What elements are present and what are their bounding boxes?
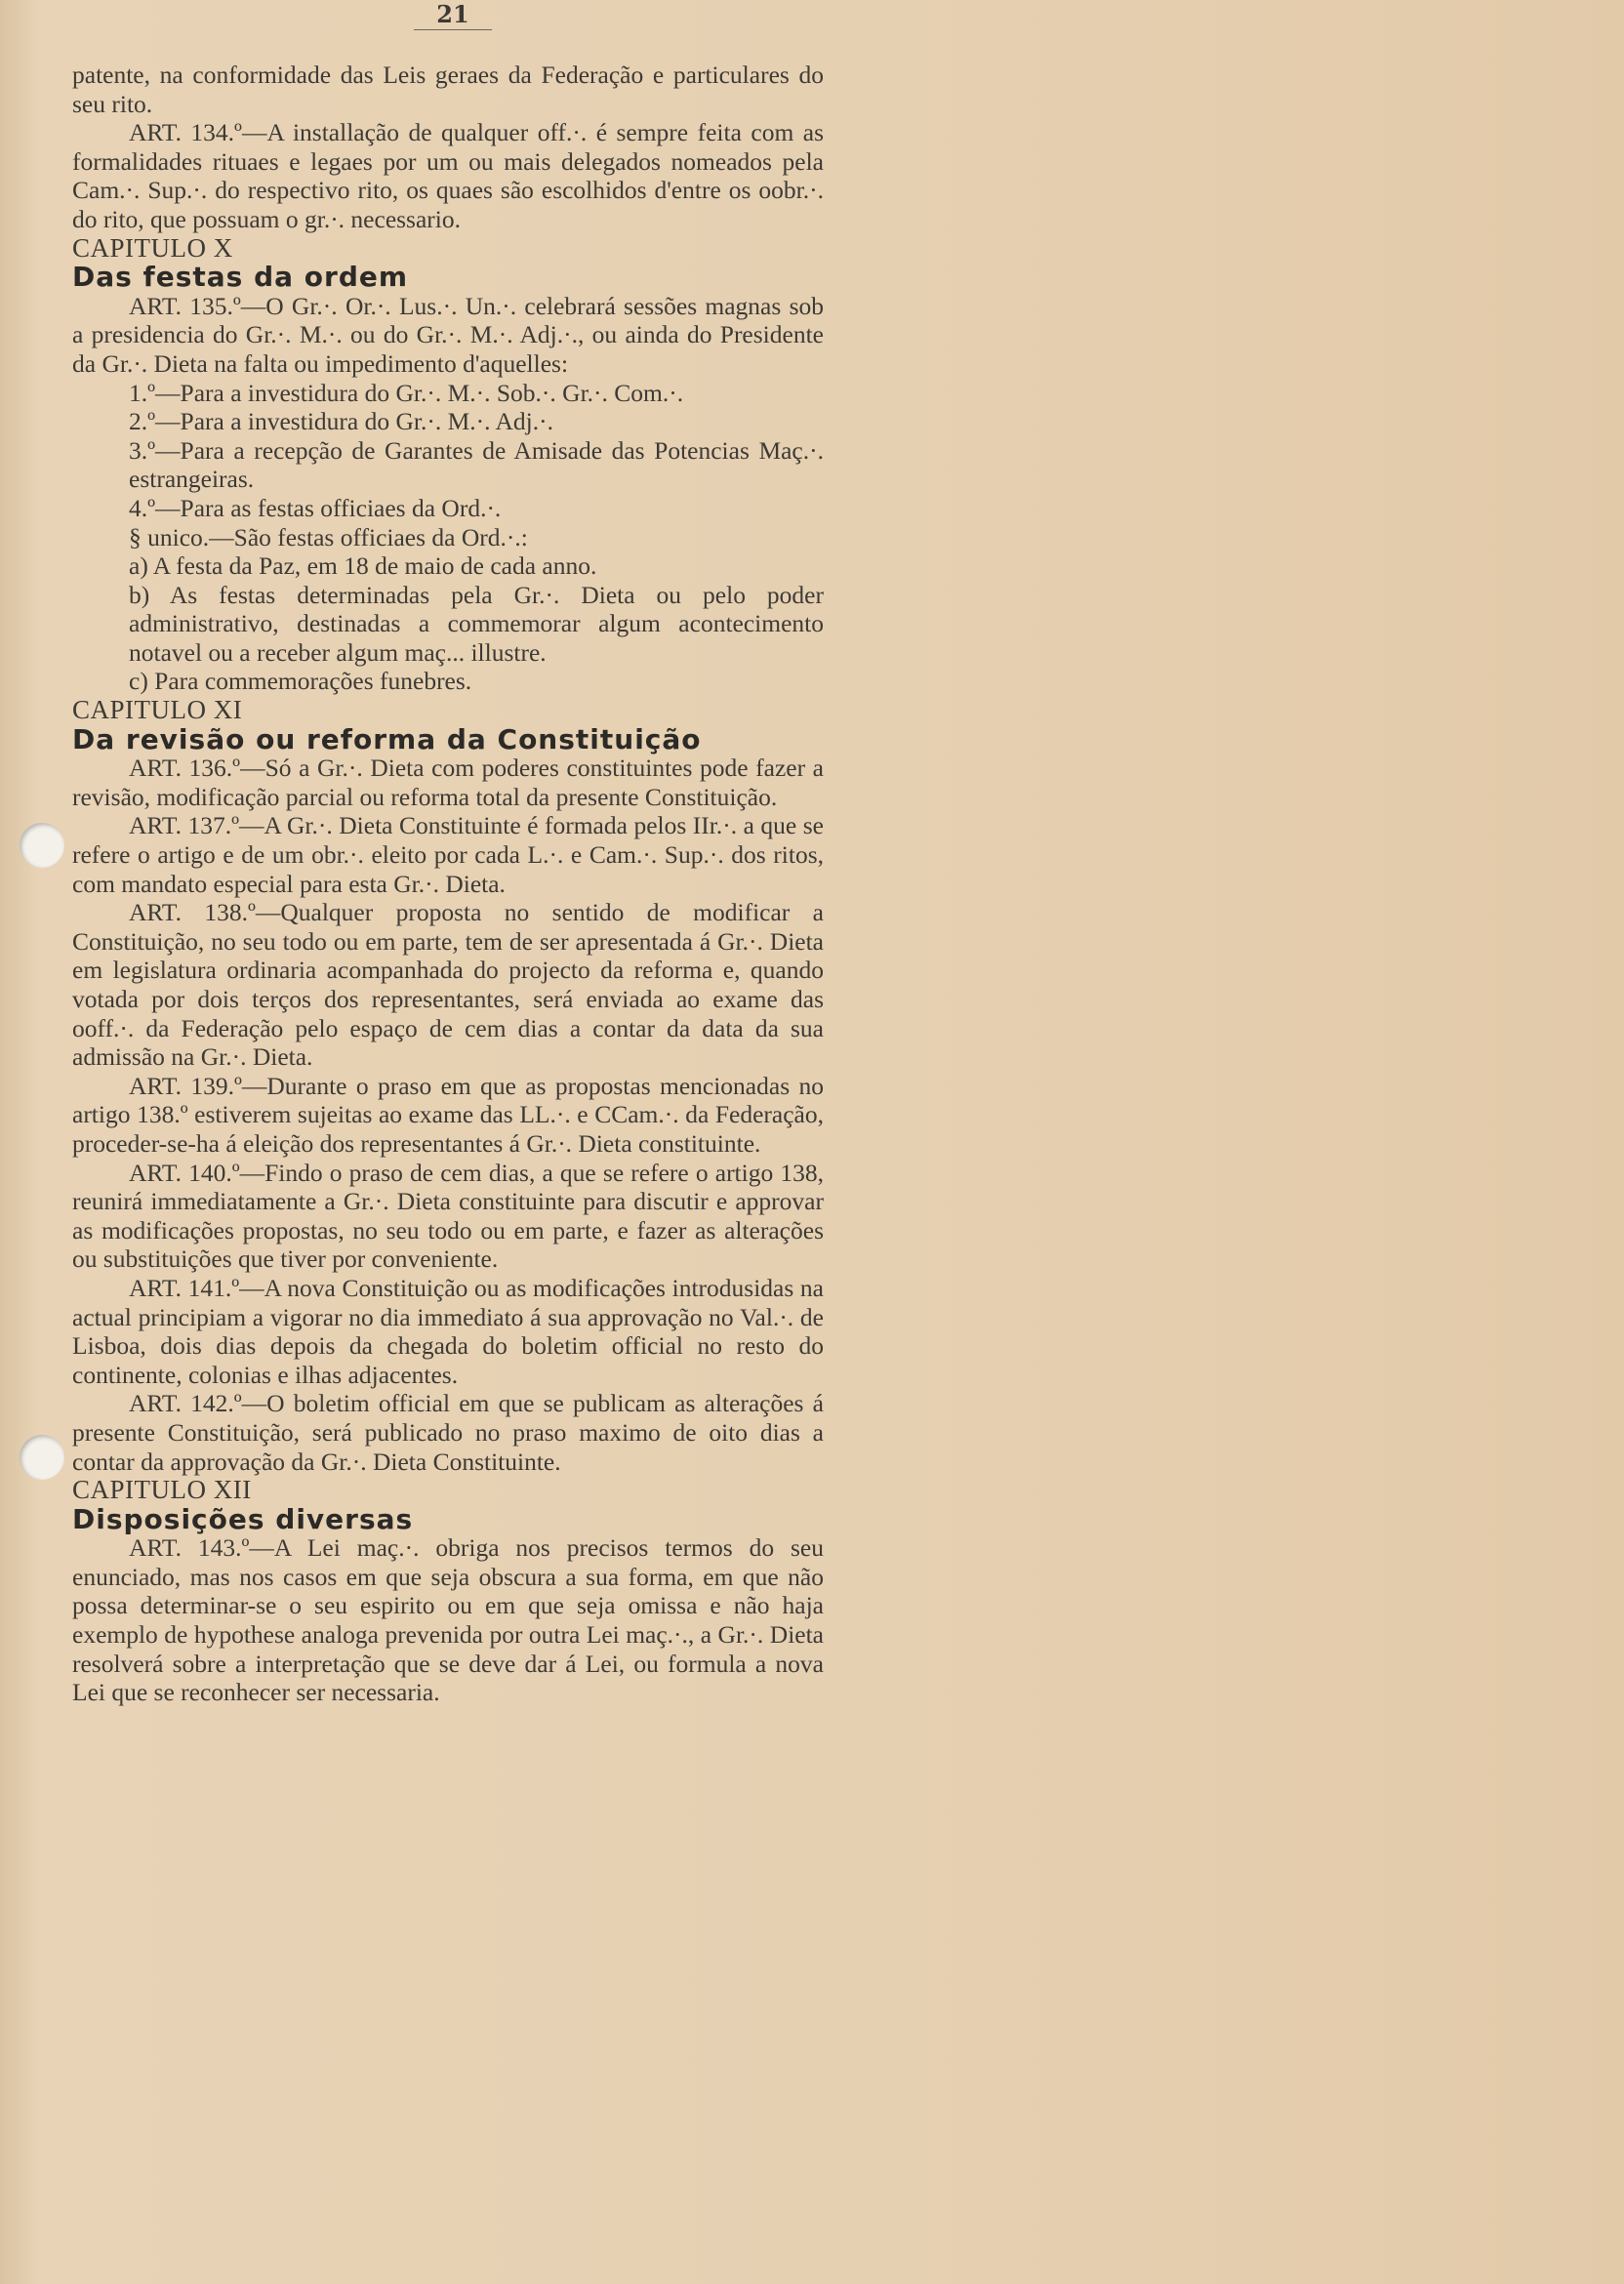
article-paragraph: ART. 136.º—Só a Gr.·. Dieta com poderes constituintes pode fazer a revisão, modificação parcial ou reforma total da presente Constituição. [72, 754, 824, 811]
article-paragraph: ART. 141.º—A nova Constituição ou as modificações introdusidas na actual principiam a vigorar no dia immediato á sua approvação no Val.·. de Lisboa, dois dias depois da chegada do boletim official no resto do continente, colonias e ilhas adjacentes. [72, 1273, 824, 1389]
article-paragraph: ART. 140.º—Findo o praso de cem dias, a que se refere o artigo 138, reunirá immediatamente a Gr.·. Dieta constituinte para discutir e approvar as modificações propostas, no seu todo ou em parte, e fazer as alterações ou substituições que tiver por conveniente. [72, 1158, 824, 1274]
list-item: a) A festa da Paz, em 18 de maio de cada anno. [129, 551, 597, 581]
chapter-xi-heading: CAPITULO XI [72, 695, 243, 725]
article-paragraph: ART. 139.º—Durante o praso em que as propostas mencionadas no artigo 138.º estiverem sujeitas ao exame das LL.·. e CCam.·. da Federação, proceder-se-ha á eleição dos representantes á Gr.·. Dieta constituinte. [72, 1071, 824, 1158]
article-143: ART. 143.º—A Lei maç.·. obriga nos precisos termos do seu enunciado, mas nos casos em que seja obscura a sua forma, em que não possa determinar-se o seu espirito ou em que seja omissa e não haja exemplo de hypothese analoga prevenida por outra Lei maç.·., a Gr.·. Dieta resolverá sobre a interpretação que se deve dar á Lei, ou formula a nova Lei que se reconhecer ser necessaria. [72, 1533, 824, 1707]
chapter-xii-heading: CAPITULO XII [72, 1475, 252, 1505]
article-paragraph: ART. 137.º—A Gr.·. Dieta Constituinte é formada pelos IIr.·. a que se refere o artigo e de um obr.·. eleito por cada L.·. e Cam.·. Sup.·. dos ritos, com mandato especial para esta Gr.·. Dieta. [72, 811, 824, 898]
list-item: 3.º—Para a recepção de Garantes de Amisade das Potencias Maç.·. estrangeiras. [129, 435, 824, 494]
list-item: 1.º—Para a investidura do Gr.·. M.·. Sob.·. Gr.·. Com.·. [129, 378, 684, 407]
article-paragraph: ART. 138.º—Qualquer proposta no sentido de modificar a Constituição, no seu todo ou em parte, tem de ser apresentada á Gr.·. Dieta em legislatura ordinaria acompanhada do projecto da reforma e, quando votada por dois terços dos representantes, será enviada ao exame das ooff.·. da Federação pelo espaço de cem dias a contar da data da sua admissão na Gr.·. Dieta. [72, 898, 824, 1072]
chapter-xii-title: Disposições diversas [72, 1502, 414, 1535]
list-item: b) As festas determinadas pela Gr.·. Dieta ou pelo poder administrativo, destinadas a commemorar algum acontecimento notavel ou a receber algum maç... illustre. [129, 580, 824, 667]
list-item: 2.º—Para a investidura do Gr.·. M.·. Adj.·. [129, 407, 553, 436]
punch-hole [20, 823, 64, 868]
article-135: ART. 135.º—O Gr.·. Or.·. Lus.·. Un.·. celebrará sessões magnas sob a presidencia do Gr.·. M.·. ou do Gr.·. M.·. Adj.·., ou ainda do Presidente da Gr.·. Dieta na falta ou impedimento d'aquelles: [72, 291, 824, 378]
article-134: ART. 134.º—A installação de qualquer off.·. é sempre feita com as formalidades rituaes e legaes por um ou mais delegados nomeados pela Cam.·. Sup.·. do respectivo rito, os quaes são escolhidos d'entre os oobr.·. do rito, que possuam o gr.·. necessario. [72, 118, 824, 233]
punch-hole [20, 1435, 64, 1480]
page-number: 21 [414, 0, 492, 30]
list-item: c) Para commemorações funebres. [129, 667, 472, 696]
intro-paragraph: patente, na conformidade das Leis geraes da Federação e particulares do seu rito. [72, 61, 824, 118]
chapter-xi-title: Da revisão ou reforma da Constituição [72, 722, 702, 755]
article-paragraph: ART. 142.º—O boletim official em que se publicam as alterações á presente Constituição, será publicado no praso maximo de oito dias a contar da approvação da Gr.·. Dieta Constituinte. [72, 1389, 824, 1476]
text-column [72, 61, 824, 1707]
list-item: 4.º—Para as festas officiaes da Ord.·. [129, 493, 502, 522]
chapter-x-heading: CAPITULO X [72, 232, 233, 263]
list-item: § unico.—São festas officiaes da Ord.·.: [129, 522, 528, 551]
chapter-x-title: Das festas da ordem [72, 261, 409, 294]
